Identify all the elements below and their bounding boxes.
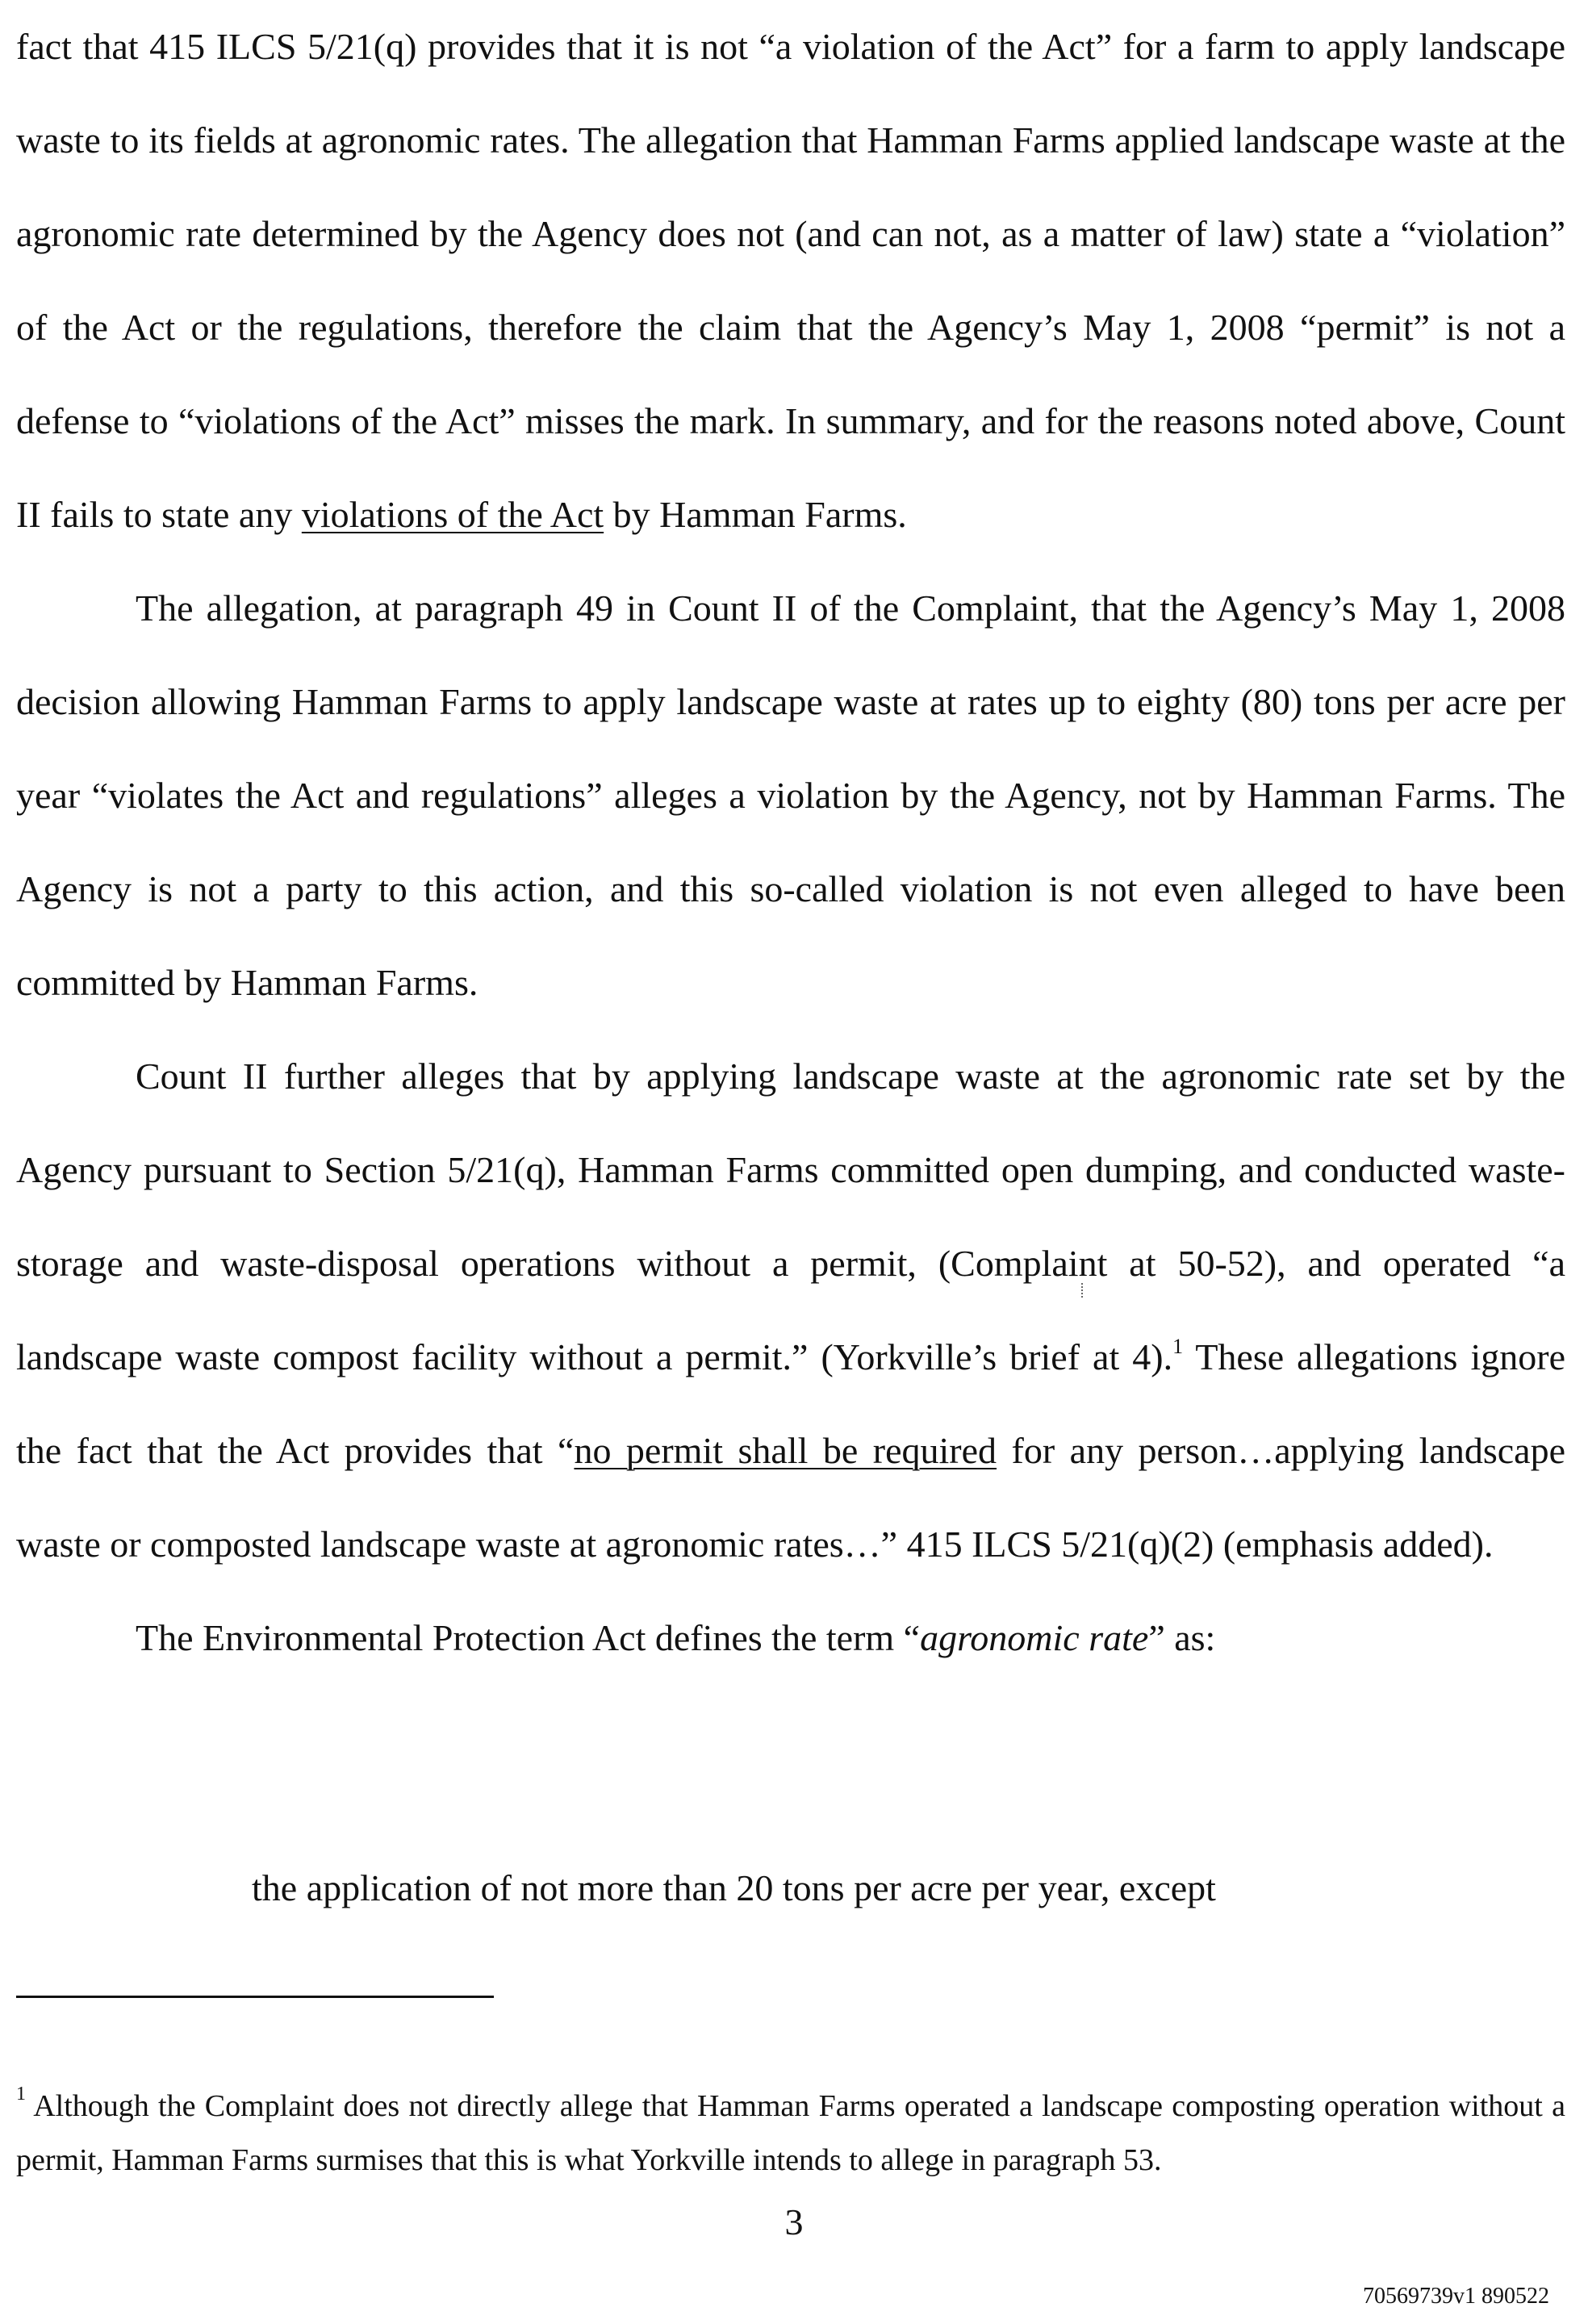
paragraph-text: for any person…applying landscape waste or composted landscape waste at agronomic rates…” 415 ILCS 5/21(q)(2) (emphasis added).: [16, 1430, 1566, 1565]
underlined-phrase: violations of the Act: [301, 494, 604, 535]
paragraph-text: Count II further alleges that by applying landscape waste at the agronomic rate set by the Agency pursuant to Section 5/21(q), Hamman Farms committed open dumping, and conducted waste-storage and waste-disposal operations without a permit, (Complaint at 50-52), and operated “a landscape waste compost facility without a permit.” (Yorkville’s brief at 4).: [16, 1055, 1565, 1377]
paragraph-definition-intro: [16, 1591, 1565, 1685]
paragraph-agency-allegation: [16, 562, 1565, 1030]
document-id: 70569739v1 890522: [1363, 2284, 1549, 2309]
paragraph-text: The allegation, at paragraph 49 in Count II of the Complaint, that the Agency’s May 1, 2008 decision allowing Hamman Farms to apply landscape waste at rates up to eighty (80) tons per acre per year “violates the Act and regulations” alleges a violation by the Agency, not by Hamman Farms. The Agency is not a party to this action, and this so-called violation is not even alleged to have been committed by Hamman Farms.: [16, 587, 1565, 1003]
paragraph-count-ii: [16, 1030, 1565, 1591]
paragraph-continued: [16, 0, 1565, 562]
footnote-reference: 1: [1172, 1334, 1184, 1358]
footnote-text: Although the Complaint does not directly allege that Hamman Farms operated a landscape composting operation without a permit, Hamman Farms surmises that this is what Yorkville intends to allege in paragraph 53.: [16, 2089, 1565, 2177]
page-number: 3: [784, 2201, 804, 2242]
footnote-marker: 1: [16, 2084, 26, 2105]
underlined-phrase: no permit shall be required: [574, 1430, 997, 1471]
body-text: [16, 0, 1565, 1685]
paragraph-text: fact that 415 ILCS 5/21(q) provides that it is not “a violation of the Act” for a farm to apply landscape waste to its fields at agronomic rates. The allegation that Hamman Farms applied landscape waste at the agronomic rate determined by the Agency does not (and can not, as a matter of law) state a “violation” of the Act or the regulations, therefore the claim that the Agency’s May 1, 2008 “permit” is not a defense to “violations of the Act” misses the mark. In summary, and for the reasons noted above, Count II fails to state any: [16, 26, 1565, 535]
paragraph-text: These allegations ignore the fact that the Act provides that “: [16, 1336, 1566, 1471]
footnote: [16, 2079, 1565, 2188]
paragraph-text: by Hamman Farms.: [604, 494, 907, 535]
defined-term: agronomic rate: [920, 1617, 1149, 1658]
paragraph-text: The Environmental Protection Act defines the term “: [136, 1617, 921, 1658]
block-quote: the application of not more than 20 tons per acre per year, except: [252, 1867, 1216, 1908]
scan-speck: [1081, 1283, 1086, 1298]
paragraph-text: ” as:: [1148, 1617, 1216, 1658]
footnote-divider: [16, 1996, 494, 1998]
